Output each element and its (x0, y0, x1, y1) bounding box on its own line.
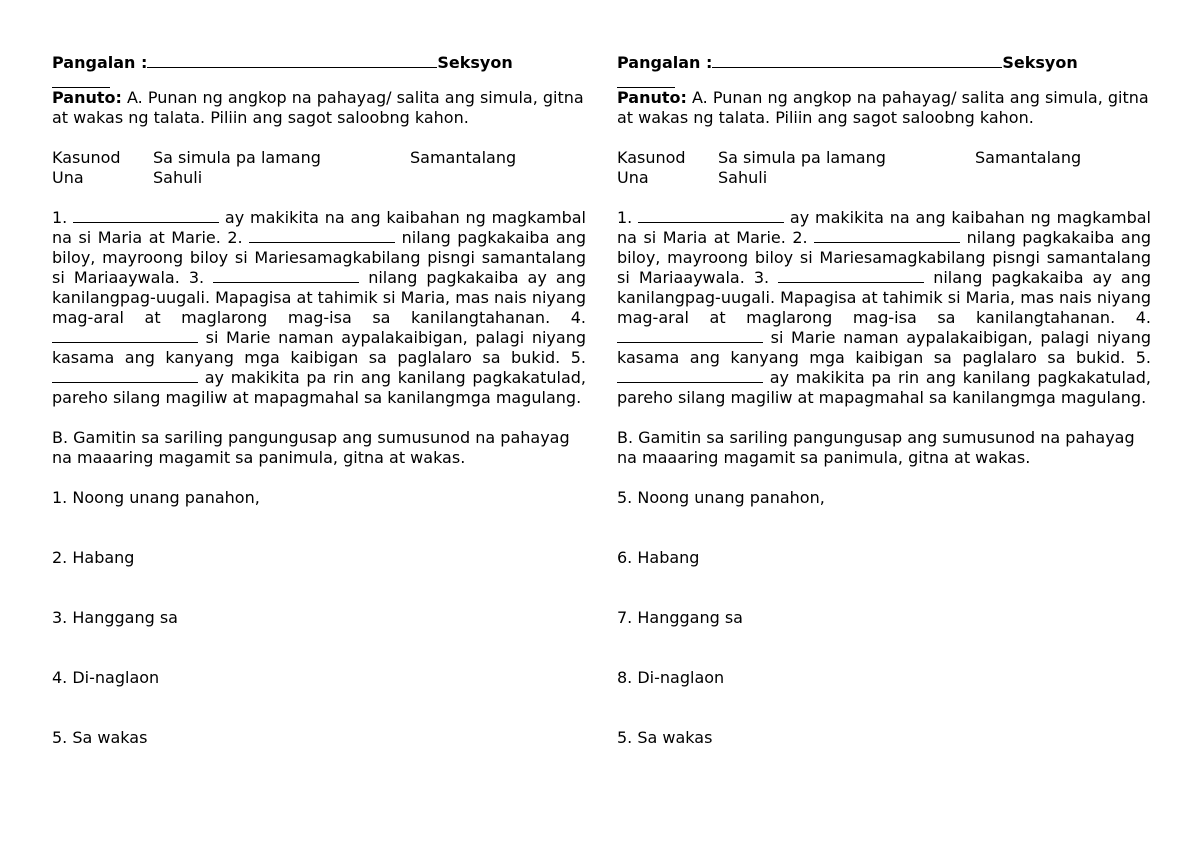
paragraph-text: ay makikita na ang kaibahan ng magkambal na si Maria at Marie. 2. (617, 208, 1151, 247)
choice-item: Sa simula pa lamang (153, 148, 321, 167)
paragraph-text: 1. (52, 208, 74, 227)
choice-item: Kasunod (52, 148, 121, 167)
name-blank[interactable] (712, 52, 1002, 68)
answer-blank-4[interactable] (52, 328, 198, 343)
name-section-line (52, 52, 586, 73)
answer-blank-1[interactable] (638, 208, 784, 223)
part-b-instruction: B. Gamitin sa sariling pangungusap ang sumusunod na pahayag na maaaring magamit sa panimula, gitna at wakas. (52, 428, 570, 467)
paragraph-text: ay makikita pa rin ang kanilang pagkakatulad, pareho silang magiliw at mapagmahal sa kanilangmga magulang. (617, 368, 1151, 407)
paragraph-text: si Marie naman aypalakaibigan, palagi niyang kasama ang kanyang mga kaibigan sa paglalaro sa bukid. 5. (617, 328, 1151, 367)
section-blank[interactable] (52, 73, 110, 88)
answer-blank-3[interactable] (778, 268, 924, 283)
name-label: Pangalan : (52, 53, 148, 72)
instruction (52, 88, 586, 128)
paragraph-text: ay makikita pa rin ang kanilang pagkakatulad, pareho silang magiliw at mapagmahal sa kanilangmga magulang. (52, 368, 586, 407)
paragraph-text: nilang pagkakaiba ay ang kanilangpag-uugali. Mapagisa at tahimik si Maria, mas nais niyang mag-aral at maglarong mag-isa sa kanilangtahanan. 4. (52, 268, 586, 327)
list-item: 1. Noong unang panahon, (52, 488, 260, 507)
name-section-line (617, 52, 1151, 73)
choice-item: Sahuli (718, 168, 768, 187)
instruction-text: A. Punan ng angkop na pahayag/ salita ang simula, gitna at wakas ng talata. Piliin ang sagot saloobng kahon. (617, 88, 1149, 127)
list-item: 8. Di-naglaon (617, 668, 725, 687)
choice-item: Samantalang (975, 148, 1082, 167)
part-b-instruction: B. Gamitin sa sariling pangungusap ang sumusunod na pahayag na maaaring magamit sa panimula, gitna at wakas. (617, 428, 1135, 467)
instruction-label: Panuto: (617, 88, 687, 107)
answer-blank-5[interactable] (52, 368, 198, 383)
list-item: 5. Sa wakas (52, 728, 148, 747)
choice-box (52, 148, 586, 188)
answer-blank-2[interactable] (814, 228, 960, 243)
paragraph-text: nilang pagkakaiba ang biloy, mayroong biloy si Mariesamagkabilang pisngi samantalang si Mariaaywala. 3. (617, 228, 1152, 287)
section-blank[interactable] (617, 73, 675, 88)
paragraph-text: si Marie naman aypalakaibigan, palagi niyang kasama ang kanyang mga kaibigan sa paglalaro sa bukid. 5. (52, 328, 586, 367)
worksheet-left (52, 52, 586, 748)
section-label: Seksyon (437, 53, 513, 72)
paragraph-text: 1. (617, 208, 639, 227)
fill-in-paragraph (52, 208, 586, 408)
choice-item: Samantalang (410, 148, 517, 167)
choice-item: Kasunod (617, 148, 686, 167)
instruction (617, 88, 1151, 128)
fill-in-paragraph (617, 208, 1151, 408)
instruction-label: Panuto: (52, 88, 122, 107)
answer-blank-4[interactable] (617, 328, 763, 343)
answer-blank-1[interactable] (73, 208, 219, 223)
list-item: 6. Habang (617, 548, 700, 567)
list-item: 5. Noong unang panahon, (617, 488, 825, 507)
paragraph-text: nilang pagkakaiba ay ang kanilangpag-uugali. Mapagisa at tahimik si Maria, mas nais niyang mag-aral at maglarong mag-isa sa kanilangtahanan. 4. (617, 268, 1151, 327)
choice-item: Una (52, 168, 84, 187)
list-item: 3. Hanggang sa (52, 608, 178, 627)
list-item: 4. Di-naglaon (52, 668, 160, 687)
choice-box (617, 148, 1151, 188)
section-label: Seksyon (1002, 53, 1078, 72)
paragraph-text: ay makikita na ang kaibahan ng magkambal na si Maria at Marie. 2. (52, 208, 586, 247)
name-label: Pangalan : (617, 53, 713, 72)
choice-item: Una (617, 168, 649, 187)
instruction-text: A. Punan ng angkop na pahayag/ salita ang simula, gitna at wakas ng talata. Piliin ang sagot saloobng kahon. (52, 88, 584, 127)
choice-item: Sa simula pa lamang (718, 148, 886, 167)
answer-blank-3[interactable] (213, 268, 359, 283)
name-blank[interactable] (147, 52, 437, 68)
answer-blank-5[interactable] (617, 368, 763, 383)
list-item: 7. Hanggang sa (617, 608, 743, 627)
list-item: 2. Habang (52, 548, 135, 567)
paragraph-text: nilang pagkakaiba ang biloy, mayroong biloy si Mariesamagkabilang pisngi samantalang si Mariaaywala. 3. (52, 228, 587, 287)
answer-blank-2[interactable] (249, 228, 395, 243)
list-item: 5. Sa wakas (617, 728, 713, 747)
worksheet-right (617, 52, 1151, 748)
choice-item: Sahuli (153, 168, 203, 187)
